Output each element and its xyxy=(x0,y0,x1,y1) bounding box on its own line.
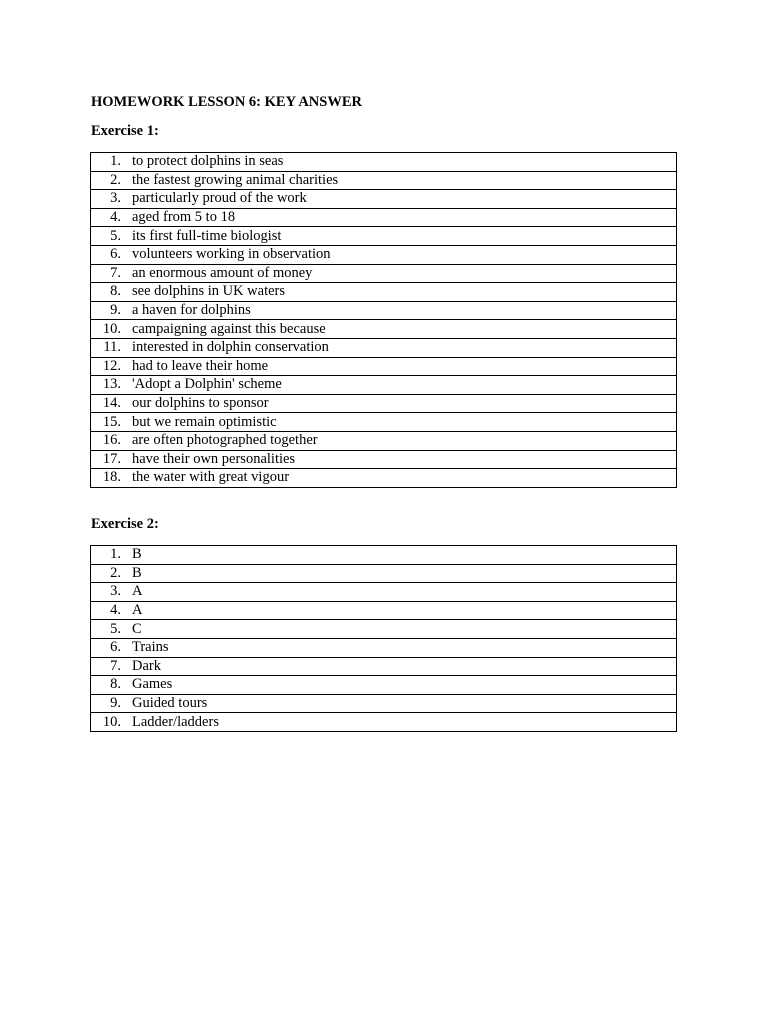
table-row xyxy=(91,357,677,376)
answer-cell xyxy=(91,620,677,639)
answer-text: B xyxy=(132,546,142,563)
answer-cell xyxy=(91,301,677,320)
exercise-1-heading: Exercise 1: xyxy=(91,123,159,139)
answer-number: 7. xyxy=(110,657,121,674)
answer-text: Dark xyxy=(132,657,161,674)
table-row xyxy=(91,171,677,190)
exercise-2-answer-rows xyxy=(91,546,677,732)
answer-number: 5. xyxy=(110,227,121,244)
answer-cell xyxy=(91,153,677,172)
table-row xyxy=(91,227,677,246)
answer-number: 6. xyxy=(110,246,121,263)
answer-cell xyxy=(91,171,677,190)
table-row xyxy=(91,153,677,172)
answer-text: 'Adopt a Dolphin' scheme xyxy=(132,376,282,393)
answer-cell xyxy=(91,394,677,413)
answer-cell xyxy=(91,338,677,357)
answer-cell xyxy=(91,357,677,376)
table-row xyxy=(91,469,677,488)
document-title: HOMEWORK LESSON 6: KEY ANSWER xyxy=(91,94,362,110)
answer-number: 16. xyxy=(102,432,121,449)
answer-text: a haven for dolphins xyxy=(132,302,251,319)
table-row xyxy=(91,676,677,695)
table-row xyxy=(91,413,677,432)
table-row xyxy=(91,638,677,657)
answer-cell xyxy=(91,564,677,583)
answer-text: C xyxy=(132,620,142,637)
table-row xyxy=(91,320,677,339)
answer-number: 9. xyxy=(110,302,121,319)
answer-number: 2. xyxy=(110,171,121,188)
answer-cell xyxy=(91,657,677,676)
answer-text: aged from 5 to 18 xyxy=(132,209,236,226)
exercise-1-answer-table xyxy=(90,152,677,488)
answer-cell xyxy=(91,208,677,227)
answer-number: 4. xyxy=(110,209,121,226)
table-row xyxy=(91,620,677,639)
answer-text: campaigning against this because xyxy=(132,320,326,337)
answer-number: 2. xyxy=(110,564,121,581)
answer-text: its first full-time biologist xyxy=(132,227,282,244)
exercise-2-heading: Exercise 2: xyxy=(91,516,159,532)
answer-text: see dolphins in UK waters xyxy=(132,283,286,300)
answer-text: the water with great vigour xyxy=(132,469,290,486)
table-row xyxy=(91,564,677,583)
answer-cell xyxy=(91,245,677,264)
table-row xyxy=(91,264,677,283)
table-row xyxy=(91,338,677,357)
answer-text: but we remain optimistic xyxy=(132,413,277,430)
answer-number: 14. xyxy=(102,395,121,412)
answer-cell xyxy=(91,583,677,602)
answer-text: Guided tours xyxy=(132,695,208,712)
table-row xyxy=(91,283,677,302)
answer-cell xyxy=(91,190,677,209)
table-row xyxy=(91,657,677,676)
answer-number: 18. xyxy=(102,469,121,486)
answer-cell xyxy=(91,713,677,732)
answer-number: 8. xyxy=(110,283,121,300)
answer-text: interested in dolphin conservation xyxy=(132,339,329,356)
answer-number: 10. xyxy=(102,713,121,730)
answer-number: 13. xyxy=(102,376,121,393)
answer-text: A xyxy=(132,583,143,600)
answer-number: 3. xyxy=(110,583,121,600)
answer-number: 7. xyxy=(110,264,121,281)
answer-cell xyxy=(91,264,677,283)
table-row xyxy=(91,376,677,395)
answer-text: have their own personalities xyxy=(132,450,296,467)
answer-text: Trains xyxy=(132,639,169,656)
answer-number: 10. xyxy=(102,320,121,337)
answer-number: 15. xyxy=(102,413,121,430)
answer-cell xyxy=(91,694,677,713)
answer-cell xyxy=(91,283,677,302)
answer-cell xyxy=(91,469,677,488)
table-row xyxy=(91,546,677,565)
table-row xyxy=(91,431,677,450)
table-row xyxy=(91,583,677,602)
answer-text: A xyxy=(132,602,143,619)
table-row xyxy=(91,694,677,713)
table-row xyxy=(91,301,677,320)
answer-number: 9. xyxy=(110,695,121,712)
table-row xyxy=(91,601,677,620)
answer-number: 17. xyxy=(102,450,121,467)
answer-text: an enormous amount of money xyxy=(132,264,313,281)
answer-text: the fastest growing animal charities xyxy=(132,171,339,188)
answer-text: volunteers working in observation xyxy=(132,246,331,263)
answer-text: had to leave their home xyxy=(132,357,269,374)
answer-cell xyxy=(91,431,677,450)
answer-cell xyxy=(91,227,677,246)
answer-number: 3. xyxy=(110,190,121,207)
exercise-2-answer-table xyxy=(90,545,677,732)
answer-number: 5. xyxy=(110,620,121,637)
table-row xyxy=(91,208,677,227)
answer-cell xyxy=(91,638,677,657)
answer-cell xyxy=(91,676,677,695)
answer-number: 1. xyxy=(110,153,121,170)
answer-text: our dolphins to sponsor xyxy=(132,395,269,412)
answer-number: 8. xyxy=(110,676,121,693)
table-row xyxy=(91,245,677,264)
answer-cell xyxy=(91,413,677,432)
answer-number: 1. xyxy=(110,546,121,563)
answer-cell xyxy=(91,320,677,339)
answer-number: 4. xyxy=(110,602,121,619)
answer-number: 6. xyxy=(110,639,121,656)
table-row xyxy=(91,394,677,413)
answer-number: 12. xyxy=(102,357,121,374)
answer-cell xyxy=(91,546,677,565)
answer-text: Ladder/ladders xyxy=(132,713,219,730)
answer-number: 11. xyxy=(103,339,121,356)
exercise-1-answer-rows xyxy=(91,153,677,488)
table-row xyxy=(91,450,677,469)
table-row xyxy=(91,190,677,209)
answer-text: Games xyxy=(132,676,173,693)
answer-cell xyxy=(91,450,677,469)
answer-text: particularly proud of the work xyxy=(132,190,307,207)
answer-text: are often photographed together xyxy=(132,432,318,449)
answer-text: B xyxy=(132,564,142,581)
answer-text: to protect dolphins in seas xyxy=(132,153,284,170)
answer-cell xyxy=(91,376,677,395)
answer-cell xyxy=(91,601,677,620)
table-row xyxy=(91,713,677,732)
